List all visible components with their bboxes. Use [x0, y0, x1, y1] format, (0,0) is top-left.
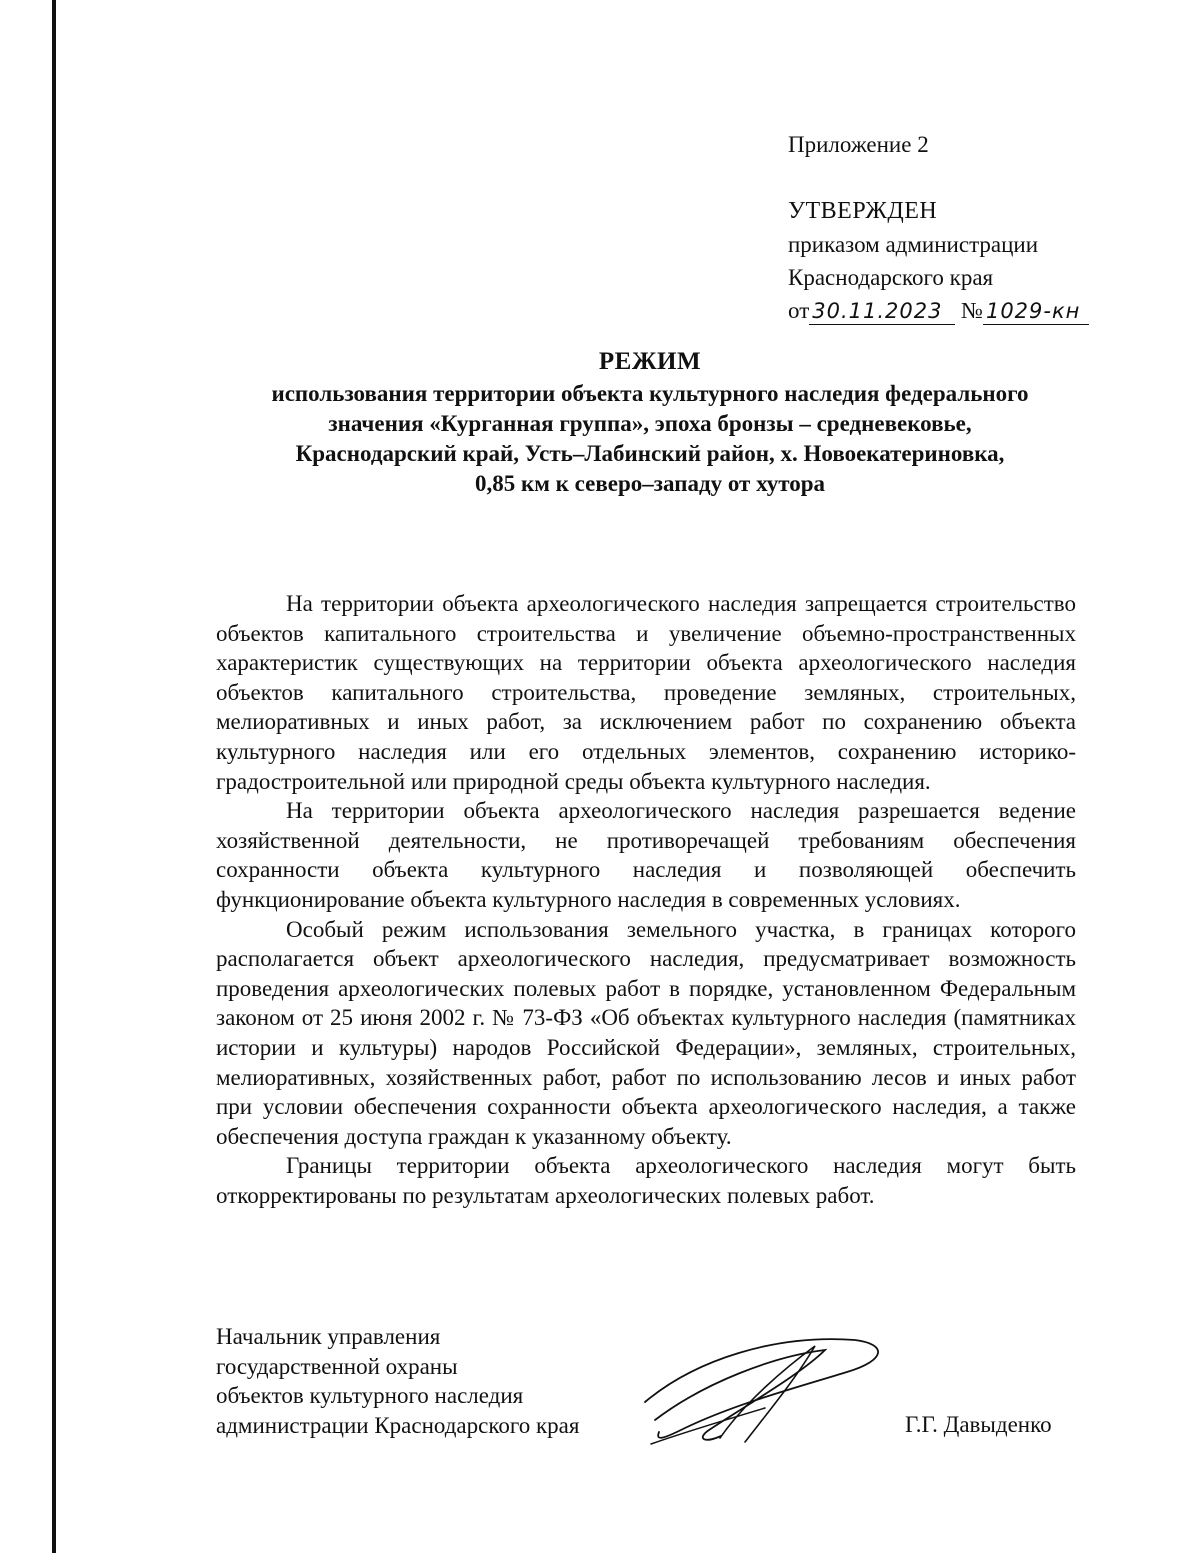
title-line-1: использования территории объекта культурного наследия федерального: [271, 381, 1029, 406]
position-line-2: государственной охраны: [216, 1353, 458, 1379]
title-line-4: 0,85 км к северо–западу от хутора: [474, 471, 826, 496]
body-paragraph-3: Особый режим использования земельного участка, в границах которого располагается объект археологического наследия, предусматривает возможность проведения археологических полевых работ в порядке, установленном Федеральным законом от 25 июня 2002 г. № 73-ФЗ «Об объектах культурного наследия (памятниках истории и культуры) народов Российской Федерации», земляных, строительных, мелиоративных, хозяйственных работ, работ по использованию лесов и иных работ при условии обеспечения сохранности объекта археологического наследия, а также обеспечения доступа граждан к указанному объекту.: [216, 916, 1076, 1149]
handwritten-number: 1029-кн: [983, 298, 1089, 325]
body-paragraph-1: На территории объекта археологического наследия запрещается строительство объектов капитального строительства и увеличение объемно-пространственных характеристик существующих на территории объекта археологического наследия объектов капитального строительства, проведение земляных, строительных, мелиоративных и иных работ, за исключением работ по сохранению объекта культурного наследия или его отдельных элементов, сохранению историко-градостроительной или природной среды объекта культурного наследия.: [216, 591, 1076, 794]
approved-label: УТВЕРЖДЕН: [788, 198, 938, 224]
handwritten-date: 30.11.2023: [809, 298, 955, 325]
title-line-2: значения «Курганная группа», эпоха бронзы – средневековье,: [328, 411, 972, 436]
document-title: [215, 345, 1085, 499]
appendix-label: Приложение 2: [788, 132, 929, 157]
position-line-1: Начальник управления: [216, 1324, 441, 1349]
approval-stamp: [788, 195, 1089, 327]
title-line-3: Краснодарский край, Усть–Лабинский район, х. Новоекатериновка,: [295, 441, 1005, 466]
order-date-number: [788, 294, 1089, 327]
date-prefix: от: [788, 298, 810, 323]
body-paragraph-2: На территории объекта археологического наследия разрешается ведение хозяйственной деятельности, не противоречащей требованиям обеспечения сохранности объекта культурного наследия и позволяющей обеспечить функционирование объекта культурного наследия в современных условиях.: [216, 798, 1076, 912]
handwritten-signature: [625, 1320, 895, 1450]
body-paragraph-4: Границы территории объекта археологического наследия могут быть откорректированы по результатам археологических полевых работ.: [216, 1153, 1076, 1208]
position-line-3: объектов культурного наследия: [216, 1383, 524, 1408]
scan-left-edge: [52, 0, 56, 1553]
order-line-2: Краснодарского края: [788, 265, 994, 290]
document-body: [216, 589, 1076, 1210]
signatory-name: Г.Г. Давыденко: [905, 1412, 1052, 1437]
signatory-position: [216, 1322, 579, 1440]
number-prefix: №: [961, 298, 983, 323]
title-main: РЕЖИМ: [598, 348, 702, 375]
order-line-1: приказом администрации: [788, 232, 1039, 257]
position-line-4: администрации Краснодарского края: [216, 1412, 580, 1438]
